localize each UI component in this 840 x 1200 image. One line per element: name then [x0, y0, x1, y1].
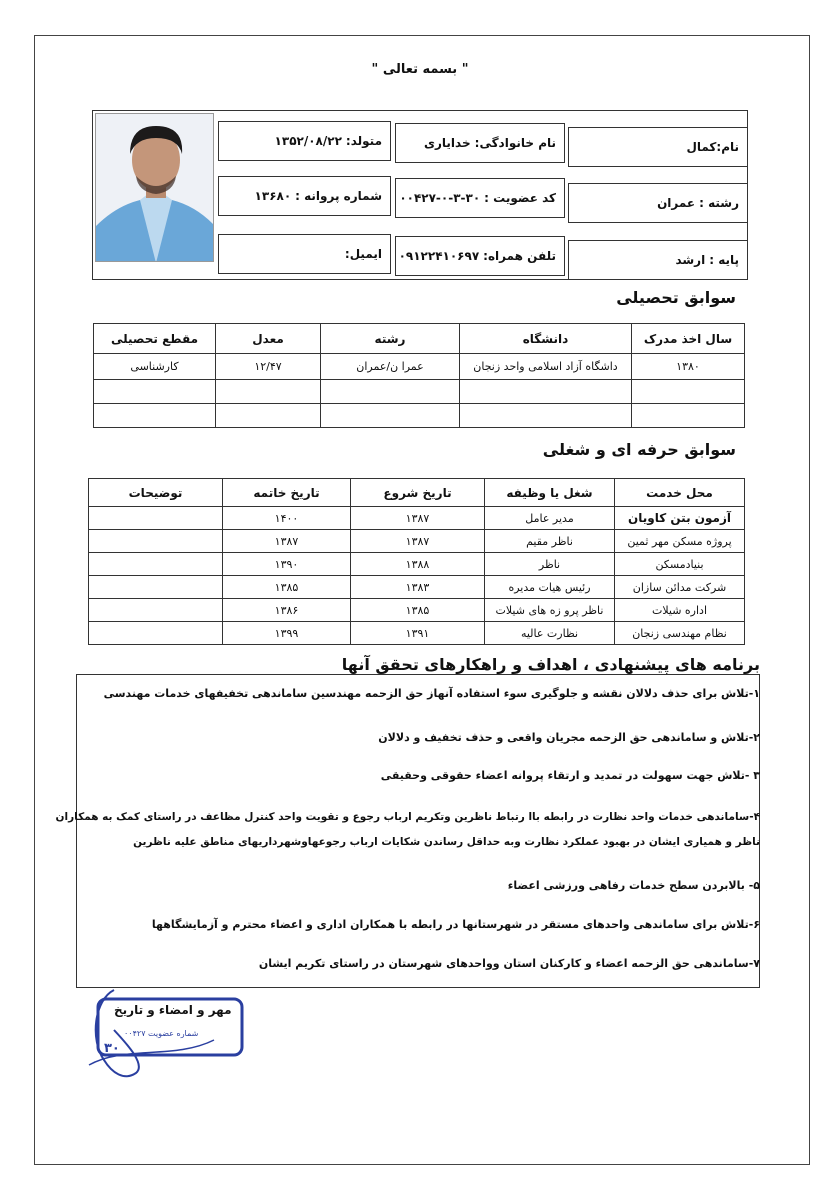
license-value: ۱۳۶۸۰ [254, 189, 292, 203]
signature-stamp [84, 985, 259, 1085]
table-cell: ۱۳۸۰ [632, 354, 745, 380]
last-name-value: خدایاری [424, 136, 471, 150]
col-header: تاریخ شروع [351, 479, 485, 507]
table-cell: اداره شیلات [615, 599, 745, 622]
table-cell: ناظر پرو زه های شیلات [485, 599, 615, 622]
email-label: ایمیل: [344, 247, 382, 261]
member-code-label: کد عضویت : [484, 191, 556, 205]
table-cell: مدیر عامل [485, 507, 615, 530]
table-cell: آزمون بتن کاویان [615, 507, 745, 530]
first-name-label: نام: [716, 140, 739, 154]
table-cell: داشگاه آزاد اسلامی واحد زنجان [460, 354, 632, 380]
plan-item: ۱-تلاش برای حذف دلالان نقشه و جلوگیری سوء استفاده آنهاز حق الزحمه مهندسین ساماندهی تخفیفهای خدمات مهندسی [103, 687, 760, 700]
table-cell [89, 576, 223, 599]
education-table [93, 323, 745, 428]
table-row [89, 530, 745, 553]
table-cell: پروژه مسکن مهر ثمین [615, 530, 745, 553]
table-cell: ۱۳۹۹ [223, 622, 351, 645]
table-cell: ۱۳۸۳ [351, 576, 485, 599]
career-table [88, 478, 745, 645]
table-row-empty [94, 380, 745, 404]
col-header: سال اخذ مدرک [632, 324, 745, 354]
col-header: تاریخ خاتمه [223, 479, 351, 507]
first-name-value: کمال [686, 140, 717, 154]
first-name-field [568, 127, 748, 167]
profile-photo [95, 113, 214, 262]
level-value: ارشد [675, 253, 706, 267]
table-cell [89, 553, 223, 576]
plan-item: ۳ -تلاش جهت سهولت در تمدید و ارتقاء پروانه اعضاء حقوقی وحقیقی [380, 769, 760, 782]
table-cell: ۱۳۸۶ [223, 599, 351, 622]
table-cell [89, 622, 223, 645]
table-cell: ۱۳۹۱ [351, 622, 485, 645]
phone-label: تلفن همراه: [483, 249, 556, 263]
table-cell: نظارت عالیه [485, 622, 615, 645]
col-header: محل خدمت [615, 479, 745, 507]
table-row [89, 599, 745, 622]
last-name-field [395, 123, 565, 163]
table-cell [89, 599, 223, 622]
table-row-empty [94, 404, 745, 428]
email-field [218, 234, 391, 274]
phone-field [395, 236, 565, 276]
plan-item: ناظر و همیاری ایشان در بهبود عملکرد نظارت وبه حداقل رساندن شکایات ارباب رجوعهاوشهرداریهای مناطق علیه ناظرین [133, 836, 760, 848]
table-cell: کارشناسی [94, 354, 216, 380]
col-header: مقطع تحصیلی [94, 324, 216, 354]
field-value: عمران [657, 196, 696, 210]
plan-item: ۷-ساماندهی حق الزحمه اعضاء و کارکنان استان وواحدهای شهرستان در راستای تکریم ایشان [258, 957, 760, 970]
birth-date-field [218, 121, 391, 161]
table-cell: ۱۲/۴۷ [216, 354, 321, 380]
col-header: شغل یا وظیفه [485, 479, 615, 507]
plans-heading: برنامه های پیشنهادی ، اهداف و راهکارهای تحقق آنها [341, 655, 760, 674]
table-row [89, 576, 745, 599]
license-label: شماره پروانه : [295, 189, 382, 203]
field-label: رشته : [699, 196, 739, 210]
career-header-row [89, 479, 745, 507]
plans-box [76, 674, 760, 988]
table-cell: عمرا ن/عمران [321, 354, 460, 380]
table-row [89, 553, 745, 576]
plan-item: ۲-تلاش و ساماندهی حق الزحمه مجریان واقعی و حذف تخفیف و دلالان [378, 731, 760, 744]
table-row [89, 507, 745, 530]
license-field [218, 176, 391, 216]
stamp-member-text: شماره عضویت ۰۰۴۲۷ [124, 1029, 199, 1038]
table-row [94, 354, 745, 380]
table-cell: رئیس هیات مدیره [485, 576, 615, 599]
signature-label: مهر و امضاء و تاریخ [114, 1003, 232, 1017]
plan-item: ۵- بالابردن سطح خدمات رفاهی ورزشی اعضاء [507, 879, 760, 892]
table-cell: نظام مهندسی زنجان [615, 622, 745, 645]
table-cell: ۱۴۰۰ [223, 507, 351, 530]
table-cell: ۱۳۹۰ [223, 553, 351, 576]
table-cell [89, 507, 223, 530]
career-heading: سوابق حرفه ای و شغلی [542, 440, 736, 459]
level-field [568, 240, 748, 280]
table-cell: ۱۳۸۷ [351, 530, 485, 553]
table-cell: ۱۳۸۸ [351, 553, 485, 576]
stamp-code: ۳۰ [104, 1041, 120, 1056]
phone-value: ۰۹۱۲۲۴۱۰۶۹۷ [398, 249, 480, 263]
last-name-label: نام خانوادگی: [474, 136, 556, 150]
member-code-value: ۰۰۴۲۷-۰-۳-۳۰ [399, 191, 481, 205]
member-code-field [395, 178, 565, 218]
table-cell [89, 530, 223, 553]
col-header: رشته [321, 324, 460, 354]
table-row [89, 622, 745, 645]
plan-item: ۶-تلاش برای ساماندهی واحدهای مستقر در شهرستانها در رابطه با همکاران اداری و اعضاء محترم و آزمایشگاهها [151, 918, 760, 931]
table-cell: بنیادمسکن [615, 553, 745, 576]
birth-date-label: متولد: [345, 134, 382, 148]
plan-item: ۴-ساماندهی خدمات واحد نظارت در رابطه باا رتباط ناظرین وتکریم ارباب رجوع و تقویت واحد کنترل مظاعف در راستای کمک به همکاران [55, 811, 760, 823]
education-heading: سوابق تحصیلی [616, 288, 736, 307]
table-cell: ۱۳۸۵ [351, 599, 485, 622]
table-cell: شرکت مدائن سازان [615, 576, 745, 599]
education-header-row [94, 324, 745, 354]
table-cell: ۱۳۸۷ [351, 507, 485, 530]
table-cell: ۱۳۸۷ [223, 530, 351, 553]
col-header: دانشگاه [460, 324, 632, 354]
table-cell: ناظر [485, 553, 615, 576]
page-title: " بسمه تعالی " [371, 62, 469, 77]
birth-date-value: ۱۳۵۲/۰۸/۲۲ [274, 134, 342, 148]
level-label: پایه : [709, 253, 739, 267]
field-of-study-field [568, 183, 748, 223]
table-cell: ناظر مقیم [485, 530, 615, 553]
table-cell: ۱۳۸۵ [223, 576, 351, 599]
col-header: توضیحات [89, 479, 223, 507]
col-header: معدل [216, 324, 321, 354]
